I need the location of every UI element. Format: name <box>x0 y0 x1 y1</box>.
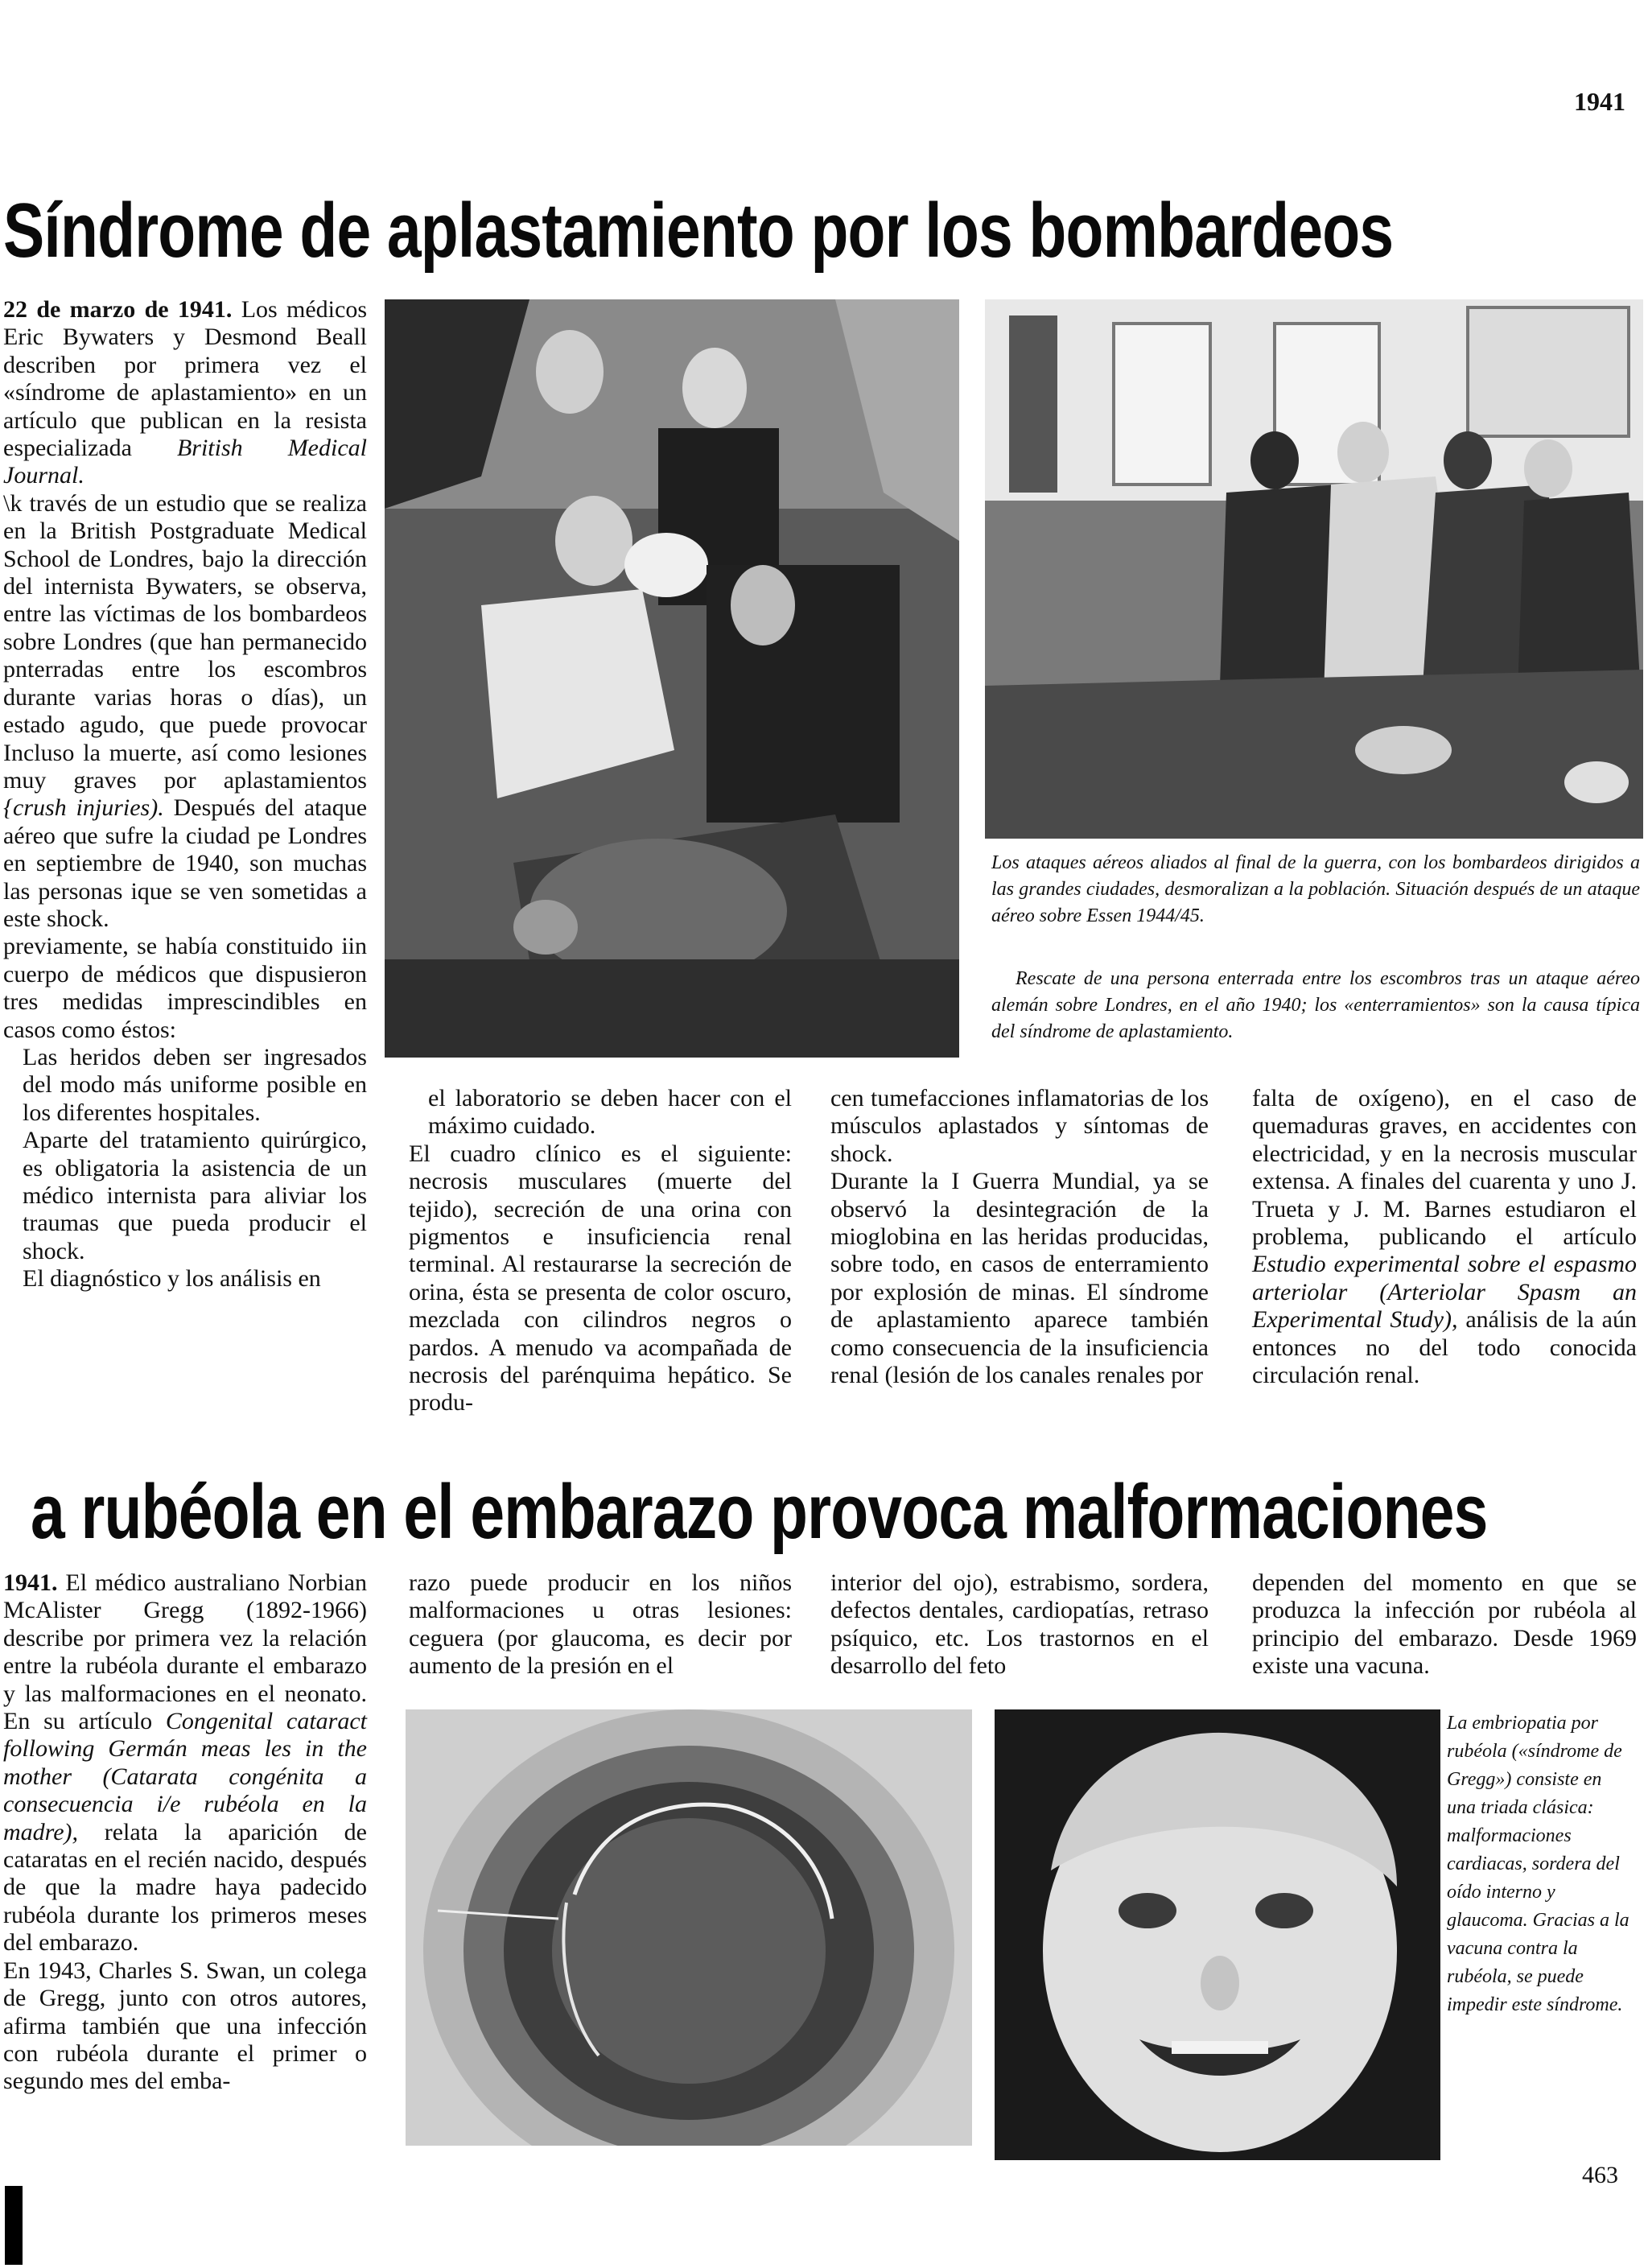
article1-col1-paragraph-1: 22 de marzo de 1941. Los médicos Eric Bywaters y Desmond Beall describen por primera vez el «síndrome de aplastamiento» en un artículo que publican en la resista especializada British Medical Journal. <box>3 296 367 489</box>
article1-column-2 <box>409 1085 792 1417</box>
article2-column-1 <box>3 1569 367 2096</box>
article1-col1-measure-1: Las heridos deben ser ingresados del modo más uniforme posible en los diferentes hospitales. <box>23 1043 367 1126</box>
essen-caption: Los ataques aéreos aliados al final de la guerra, con los bombardeos dirigidos a las grandes ciudades, desmoralizan a la población. Situación después de un ataque aéreo sobre Essen 1944/45. <box>991 852 1640 926</box>
journal-name: British Medical Journal. <box>3 435 367 489</box>
page-year: 1941 <box>1574 87 1625 116</box>
article2-column-2: razo puede producir en los niños malformaciones u otras lesiones: ceguera (por glaucoma, es decir por aumento de la presión en el <box>409 1569 792 1680</box>
cataract-eye-photo <box>406 1709 972 2146</box>
article1-date: 22 de marzo de 1941. <box>3 296 233 323</box>
article1-col1-measure-3: El diagnóstico y los análisis en <box>23 1265 321 1293</box>
article1-column-3 <box>830 1085 1209 1389</box>
page-edge-bar <box>5 2186 23 2265</box>
page-number: 463 <box>1582 2162 1618 2188</box>
article1-title: Síndrome de aplastamiento por los bombardeos <box>3 188 1394 274</box>
rubella-caption: La embriopatia por rubéola («síndrome de Gregg») consiste en una triada clásica: malformaciones cardiacas, sordera del oído interno y glaucoma. Gracias a la vacuna contra la rubéola, se puede impedir este síndrome. <box>1447 1713 1629 2015</box>
article1-col1-paragraph-3: previamente, se había constituido iin cuerpo de médicos que dispusieron tres medidas imprescindibles en casos como éstos: <box>3 933 367 1043</box>
article1-col3-paragraph-1: cen tumefacciones inflamatorias de los músculos aplastados y síntomas de shock. <box>830 1085 1209 1167</box>
article2-column-3: interior del ojo), estrabismo, sordera, defectos dentales, cardiopatías, retraso psíquico, etc. Los trastornos en el desarrollo del feto <box>830 1569 1209 1680</box>
article1-column-1 <box>3 296 367 1293</box>
article1-col1-measure-2: Aparte del tratamiento quirúrgico, es obligatoria la asistencia de un médico internista para aliviar los traumas que pueda producir el shock. <box>23 1127 367 1264</box>
article1-col4-paragraph-1: falta de oxígeno), en el caso de quemaduras graves, en accidentes con electricidad, y en la necrosis muscular extensa. A finales del cuarenta y uno J. Trueta y J. M. Barnes estudiaron el problema, publicando el artículo Estudio experimental sobre el espasmo arteriolar (Arteriolar Spasm an Experimental Study), análisis de la aún entonces no del todo conocida circulación renal. <box>1252 1085 1637 1389</box>
article2-title: a rubéola en el embarazo provoca malformaciones <box>31 1469 1488 1555</box>
child-photo <box>995 1709 1440 2160</box>
article1-column-4 <box>1252 1085 1637 1389</box>
article2-col1-paragraph-1: 1941. El médico australiano Norbian McAlister Gregg (1892-1966) describe por primera vez la relación entre la rubéola durante el embarazo y las malformaciones en el neonato. En su artículo Congenital cataract following Germán meas les in the mother (Catarata congénita a consecuencia i/e rubéola en la madre), relata la aparición de cataratas en el recién nacido, después de que la madre haya padecido rubéola durante los primeros meses del embarazo. <box>3 1569 367 1957</box>
article1-col3-paragraph-2: Durante la I Guerra Mundial, ya se observó la desintegración de la mioglobina en las heridas producidas, sobre todo, en casos de enterramiento por explosión de minas. El síndrome de aplastamiento aparece también como consecuencia de la insuficiencia renal (lesión de los canales renales por <box>830 1168 1209 1389</box>
essen-photo <box>985 299 1643 839</box>
article2-col1-paragraph-2: En 1943, Charles S. Swan, un colega de Gregg, junto con otros autores, afirma también que una infección con rubéola durante el primer o segundo mes del emba- <box>3 1957 367 2095</box>
article1-col2-paragraph-1: el laboratorio se deben hacer con el máximo cuidado. <box>428 1085 792 1140</box>
article2-column-4: dependen del momento en que se produzca la infección por rubéola al principio del embarazo. Desde 1969 existe una vacuna. <box>1252 1569 1637 1680</box>
rescue-caption: Rescate de una persona enterrada entre los escombros tras un ataque aéreo alemán sobre Londres, en el año 1940; los «enterramientos» son la causa típica del síndrome de aplastamiento. <box>991 968 1640 1042</box>
article2-date: 1941. <box>3 1569 58 1596</box>
article1-col2-paragraph-2: El cuadro clínico es el siguiente: necrosis musculares (muerte del tejido), secreción de una orina con pigmentos e insuficiencia renal terminal. Al restaurarse la secreción de orina, ésta se presenta de color oscuro, mezclada con cilindros negros o pardos. A menudo va acompañada de necrosis del parénquima hepático. Se produ- <box>409 1140 792 1416</box>
rescue-photo <box>385 299 959 1058</box>
article1-col1-paragraph-2: \k través de un estudio que se realiza en la British Postgraduate Medical School de Londres, bajo la dirección del internista Bywaters, se observa, entre las víctimas de los bombardeos sobre Londres (que han permanecido pnterradas entre los escombros durante varias horas o días), un estado agudo, que puede provocar Incluso la muerte, así como lesiones muy graves por aplastamientos {crush injuries). Después del ataque aéreo que sufre la ciudad pe Londres en septiembre de 1940, son muchas las personas ique se ven sometidas a este shock. <box>3 489 368 932</box>
